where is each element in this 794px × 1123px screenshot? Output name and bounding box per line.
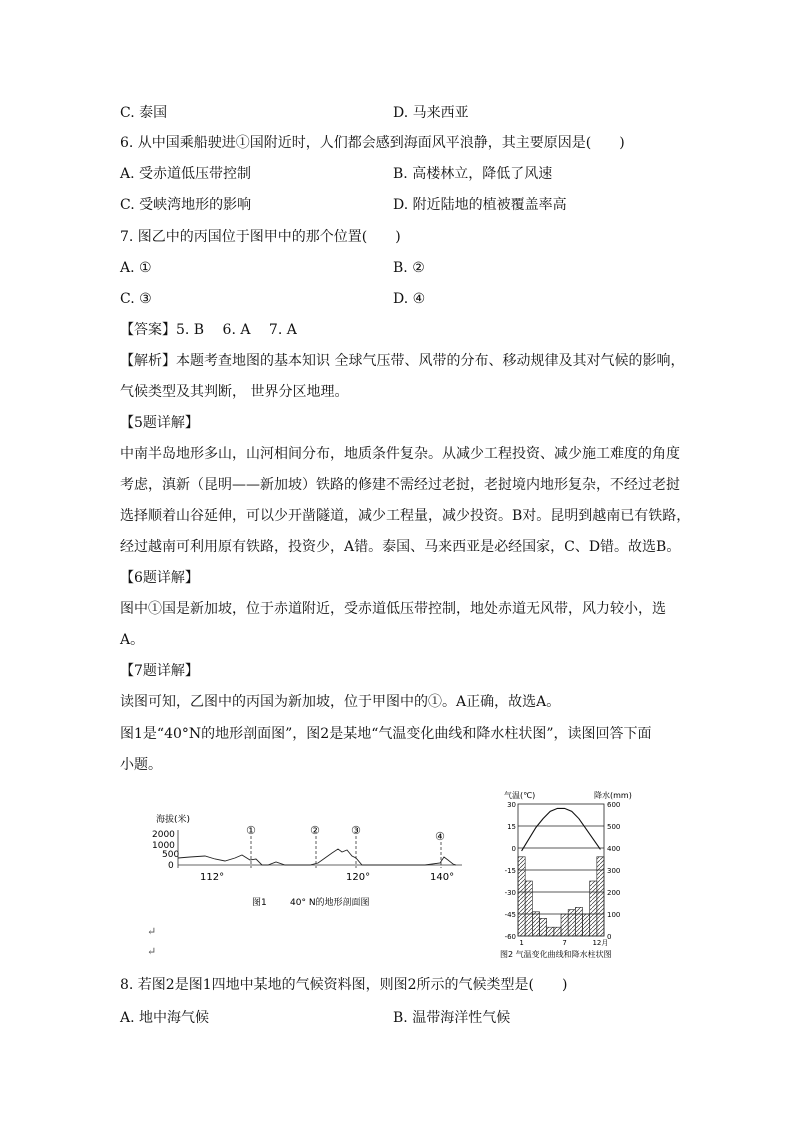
answer-line: 【答案】5. B 6. A 7. A xyxy=(120,322,297,338)
precip-bar xyxy=(597,857,604,936)
month-tick-label: 7 xyxy=(562,939,567,947)
precip-bar xyxy=(583,914,590,936)
figure-1-terrain-profile xyxy=(150,808,470,913)
q6-option-b: B. 高楼林立，降低了风速 xyxy=(393,166,553,182)
detail5-line: 考虑，滇新（昆明——新加坡）铁路的修建不需经过老挝，老挝境内地形复杂，不经过老挝 xyxy=(120,477,680,493)
temp-tick-label: 30 xyxy=(507,801,516,809)
fig1-ytick: 2000 xyxy=(152,830,175,840)
temp-tick-label: -60 xyxy=(504,933,516,941)
fig1-marker-4: ④ xyxy=(435,830,445,843)
precip-bar xyxy=(575,907,582,936)
fig1-marker-2: ② xyxy=(310,824,320,837)
fig1-terrain-line xyxy=(178,849,456,865)
temp-tick-label: -45 xyxy=(504,911,516,919)
precip-tick-label: 500 xyxy=(607,823,621,831)
q6-option-a: A. 受赤道低压带控制 xyxy=(120,166,252,182)
detail6-heading: 【6题详解】 xyxy=(120,570,199,586)
precip-bar xyxy=(568,910,575,936)
fig1-marker-1: ① xyxy=(246,824,256,837)
q5-option-c: C. 泰国 xyxy=(120,105,168,121)
month-tick-label: 1 xyxy=(519,939,524,947)
temp-tick-label: 15 xyxy=(507,823,516,831)
precip-bar xyxy=(532,912,539,936)
intro-line-2: 小题。 xyxy=(120,757,162,773)
q6-option-d: D. 附近陆地的植被覆盖率高 xyxy=(393,197,567,213)
fig1-caption-label: 图1 xyxy=(252,898,267,908)
q6-stem: 6. 从中国乘船驶进①国附近时，人们都会感到海面风平浪静，其主要原因是( ) xyxy=(120,135,625,151)
q8-option-b: B. 温带海洋性气候 xyxy=(393,1010,511,1026)
detail5-line: 选择顺着山谷延伸，可以少开凿隧道，减少工程量，减少投资。B对。昆明到越南已有铁路， xyxy=(120,508,691,524)
q7-option-b: B. ② xyxy=(393,260,425,276)
fig1-ytick: 1000 xyxy=(152,841,175,851)
precip-tick-label: 200 xyxy=(607,889,621,897)
temp-tick-label: -15 xyxy=(504,867,516,875)
fig1-caption-text: 40° N的地形剖面图 xyxy=(290,898,370,908)
analysis-line-2: 气候类型及其判断， 世界分区地理。 xyxy=(120,384,349,400)
detail5-line: 中南半岛地形多山，山河相间分布，地质条件复杂。从减少工程投资、减少施工难度的角度 xyxy=(120,446,680,462)
temp-tick-label: 0 xyxy=(511,845,516,853)
precip-tick-label: 100 xyxy=(607,911,621,919)
figure-2-climate-chart xyxy=(496,788,644,960)
precip-tick-label: 300 xyxy=(607,867,621,875)
return-mark: ↵ xyxy=(147,945,157,958)
return-mark: ↵ xyxy=(147,925,157,938)
q6-option-c: C. 受峡湾地形的影响 xyxy=(120,197,252,213)
fig1-xtick: 112° xyxy=(200,872,225,883)
detail7-line: 读图可知，乙图中的丙国为新加坡，位于甲图中的①。A正确，故选A。 xyxy=(120,694,561,710)
detail5-heading: 【5题详解】 xyxy=(120,415,199,431)
precip-tick-label: 0 xyxy=(607,933,612,941)
detail7-heading: 【7题详解】 xyxy=(120,663,199,679)
precip-bar xyxy=(540,918,547,936)
precip-bar xyxy=(518,857,525,936)
precip-tick-label: 600 xyxy=(607,801,621,809)
q5-option-d: D. 马来西亚 xyxy=(393,105,469,121)
q7-option-d: D. ④ xyxy=(393,291,426,307)
detail6-line: A。 xyxy=(120,632,145,648)
month-tick-label: 12月 xyxy=(592,939,609,947)
fig2-right-title: 降水(mm) xyxy=(594,791,632,800)
q8-option-a: A. 地中海气候 xyxy=(120,1010,210,1026)
detail6-line: 图中①国是新加坡，位于赤道附近，受赤道低压带控制，地处赤道无风带，风力较小，选 xyxy=(120,601,666,617)
precip-bar xyxy=(547,927,554,936)
intro-line-1: 图1是“40°N的地形剖面图”，图2是某地“气温变化曲线和降水柱状图”，读图回答下面 xyxy=(120,726,652,742)
precip-bar xyxy=(554,927,561,936)
fig1-marker-3: ③ xyxy=(351,824,361,837)
fig2-caption: 图2 气温变化曲线和降水柱状图 xyxy=(500,950,612,959)
precip-bar xyxy=(590,881,597,936)
q7-stem: 7. 图乙中的丙国位于图甲中的那个位置( ) xyxy=(120,229,401,245)
precip-bar xyxy=(561,914,568,936)
fig1-xtick: 140° xyxy=(430,872,455,883)
q7-option-a: A. ① xyxy=(120,260,152,276)
fig1-xtick: 120° xyxy=(346,872,371,883)
detail5-line: 经过越南可利用原有铁路，投资少，A错。泰国、马来西亚是必经国家，C、D错。故选B。 xyxy=(120,539,681,555)
q7-option-c: C. ③ xyxy=(120,291,152,307)
fig1-ytick: 500 xyxy=(162,850,180,860)
q8-stem: 8. 若图2是图1四地中某地的气候资料图，则图2所示的气候类型是( ) xyxy=(120,977,568,993)
precip-tick-label: 400 xyxy=(607,845,621,853)
temp-tick-label: -30 xyxy=(504,889,516,897)
temperature-line xyxy=(522,808,601,851)
analysis-line-1: 【解析】本题考查地图的基本知识 全球气压带、风带的分布、移动规律及其对气候的影响， xyxy=(120,353,685,369)
fig1-ytick: 0 xyxy=(168,861,174,871)
fig1-ylabel: 海拔(米) xyxy=(156,815,191,825)
precip-bar xyxy=(525,881,532,936)
fig2-left-title: 气温(℃) xyxy=(504,791,536,800)
